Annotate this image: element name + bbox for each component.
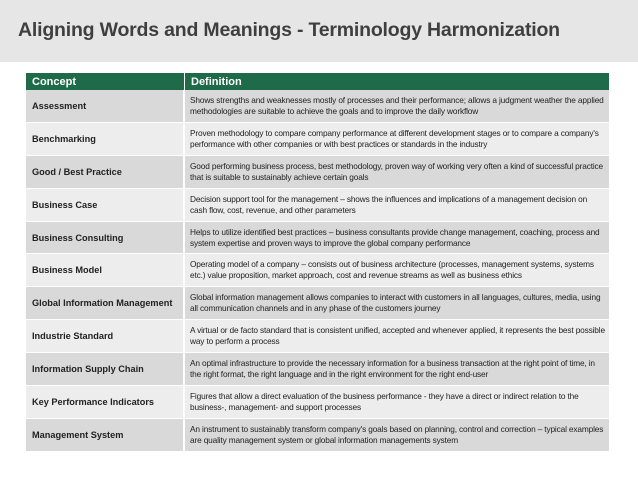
definition-cell: An instrument to sustainably transform company's goals based on planning, control and correction – typical examples are quality management system or global information managements system [185,419,609,452]
concept-cell: Business Consulting [26,222,185,255]
definition-cell: Proven methodology to compare company performance at different development stages or to compare a company's performance with other companies or with best practices or standards in the industry [185,123,609,156]
terminology-table-container [26,73,609,452]
table-row [26,419,609,452]
terminology-table [26,73,609,452]
table-row [26,386,609,419]
definition-cell: Helps to utilize identified best practices – business consultants provide change management, coaching, process and system expertise and proven ways to improve the global company performance [185,222,609,255]
concept-cell: Benchmarking [26,123,185,156]
concept-cell: Information Supply Chain [26,353,185,386]
slide-title: Aligning Words and Meanings - Terminology Harmonization [18,19,560,41]
table-row [26,156,609,189]
definition-cell: Figures that allow a direct evaluation of the business performance - they have a direct or indirect relation to the business-, management- and support processes [185,386,609,419]
concept-cell: Assessment [26,90,185,123]
concept-cell: Global Information Management [26,287,185,320]
concept-cell: Industrie Standard [26,320,185,353]
table-row [26,320,609,353]
header-definition: Definition [185,73,609,90]
concept-cell: Business Model [26,254,185,287]
definition-cell: Operating model of a company – consists out of business architecture (processes, management systems, systems etc.) value proposition, market approach, cost and revenue streams as well as business ethics [185,254,609,287]
concept-cell: Management System [26,419,185,452]
concept-cell: Key Performance Indicators [26,386,185,419]
definition-cell: A virtual or de facto standard that is consistent unified, accepted and whenever applied, it represents the best possible way to perform a process [185,320,609,353]
concept-cell: Good / Best Practice [26,156,185,189]
header-concept: Concept [26,73,185,90]
table-row [26,189,609,222]
definition-cell: An optimal infrastructure to provide the necessary information for a business transaction at the right point of time, in the right format, the right language and in the right environment for the right end-user [185,353,609,386]
table-row [26,254,609,287]
title-band [0,0,638,62]
table-row [26,353,609,386]
table-row [26,287,609,320]
table-header-row [26,73,609,90]
definition-cell: Global information management allows companies to interact with customers in all languages, cultures, media, using all communication channels and in any phase of the customers journey [185,287,609,320]
definition-cell: Good performing business process, best methodology, proven way of working very often a kind of successful practice that is suitable to sustainably achieve certain goals [185,156,609,189]
definition-cell: Decision support tool for the management – shows the influences and implications of a management decision on cash flow, cost, revenue, and other parameters [185,189,609,222]
concept-cell: Business Case [26,189,185,222]
definition-cell: Shows strengths and weaknesses mostly of processes and their performance; allows a judgment weather the applied methodologies are suitable to achieve the goals and to improve the daily workflow [185,90,609,123]
table-row [26,123,609,156]
table-row [26,90,609,123]
table-row [26,222,609,255]
